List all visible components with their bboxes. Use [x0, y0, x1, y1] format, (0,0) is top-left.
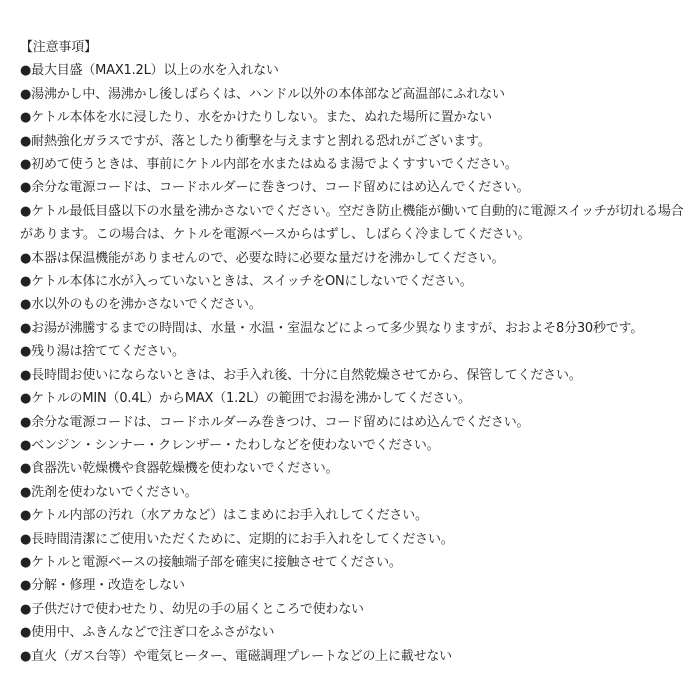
notice-item: ●ケトルのMIN（0.4L）からMAX（1.2L）の範囲でお湯を沸かしてください。 — [20, 391, 471, 407]
caution-notice — [20, 36, 690, 668]
notice-item: ●余分な電源コードは、コードホルダーみ巻きつけ、コード留めにはめ込んでください。 — [20, 414, 530, 430]
notice-item: ●残り湯は捨ててください。 — [20, 344, 185, 360]
notice-item: ●湯沸かし中、湯沸かし後しばらくは、ハンドル以外の本体部など高温部にふれない — [20, 86, 505, 102]
notice-item: ●長時間清潔にご使用いただくために、定期的にお手入れをしてください。 — [20, 531, 454, 547]
notice-item: ●使用中、ふきんなどで注ぎ口をふさがない — [20, 625, 275, 641]
notice-item: ●ケトル本体に水が入っていないときは、スイッチをONにしないでください。 — [20, 274, 473, 290]
notice-item: ●お湯が沸騰するまでの時間は、水量・水温・室温などによって多少異なりますが、おおよそ8分30秒です。 — [20, 320, 644, 336]
notice-item: ●ケトル本体を水に浸したり、水をかけたりしない。また、ぬれた場所に置かない — [20, 110, 492, 126]
notice-item: ●最大目盛（MAX1.2L）以上の水を入れない — [20, 63, 279, 79]
notice-item: ●本器は保温機能がありませんので、必要な時に必要な量だけを沸かしてください。 — [20, 250, 505, 266]
notice-item: ●直火（ガス台等）や電気ヒーター、電磁調理プレートなどの上に載せない — [20, 648, 452, 664]
notice-item: ●子供だけで使わせたり、幼児の手の届くところで使わない — [20, 601, 364, 617]
notice-item: ●ベンジン・シンナー・クレンザー・たわしなどを使わないでください。 — [20, 437, 440, 453]
notice-item: ●分解・修理・改造をしない — [20, 578, 185, 594]
notice-item: ●ケトル最低目盛以下の水量を沸かさないでください。空だき防止機能が働いて自動的に電源スイッチが切れる場合があります。この場合は、ケトルを電源ベースからはずし、しばらく冷ましてください。 — [20, 203, 684, 243]
notice-item: ●余分な電源コードは、コードホルダーに巻きつけ、コード留めにはめ込んでください。 — [20, 180, 530, 196]
notice-item: ●耐熱強化ガラスですが、落としたり衝撃を与えますと割れる恐れがございます。 — [20, 133, 491, 149]
notice-item: ●長時間お使いにならないときは、お手入れ後、十分に自然乾燥させてから、保管してください。 — [20, 367, 582, 383]
notice-item: ●ケトルと電源ベースの接触端子部を確実に接触させてください。 — [20, 554, 402, 570]
notice-item: ●ケトル内部の汚れ（水アカなど）はこまめにお手入れしてください。 — [20, 508, 428, 524]
notice-title: 【注意事項】 — [20, 40, 97, 55]
notice-item: ●食器洗い乾燥機や食器乾燥機を使わないでください。 — [20, 461, 339, 477]
notice-item: ●初めて使うときは、事前にケトル内部を水またはぬるま湯でよくすすいでください。 — [20, 157, 518, 173]
notice-item: ●水以外のものを沸かさないでください。 — [20, 297, 262, 313]
notice-item: ●洗剤を使わないでください。 — [20, 484, 198, 500]
